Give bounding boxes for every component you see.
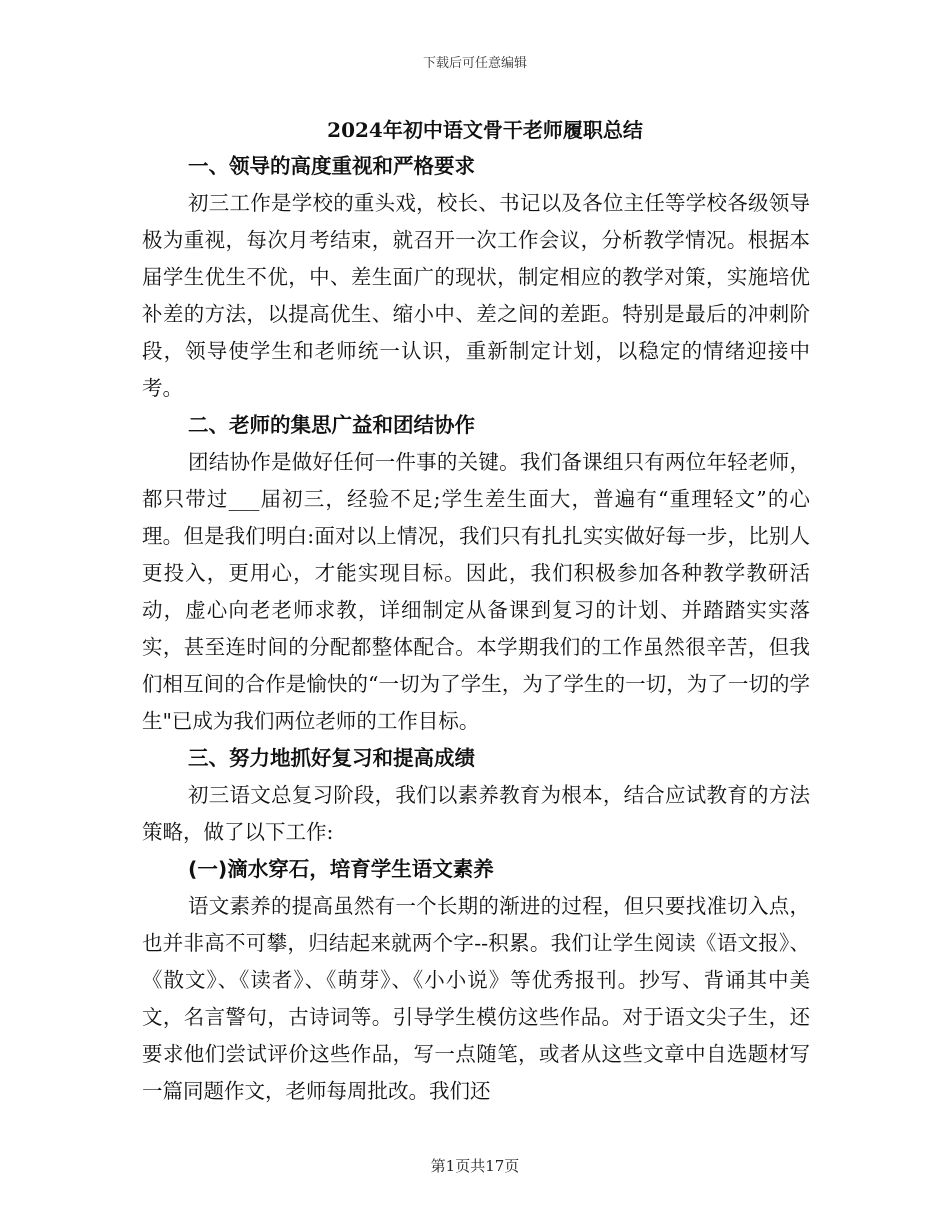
section-heading-2: 二、老师的集思广益和团结协作 — [188, 413, 475, 437]
section-paragraph-2: 团结协作是做好任何一件事的关键。我们备课组只有两位年轻老师，都只带过___届初三，经验不足;学生差生面大，普遍有“重理轻文”的心理。但是我们明白:面对以上情况，我们只有扎扎实实做好每一步，比别人更投入，更用心，才能实现目标。因此，我们积极参加各种教学教研活动，虚心向老老师求教，详细制定从备课到复习的计划、并踏踏实实落实，甚至连时间的分配都整体配合。本学期我们的工作虽然很辛苦，但我们相互间的合作是愉快的“一切为了学生，为了学生的一切，为了一切的学生"已成为我们两位老师的工作目标。 — [142, 450, 810, 733]
page-footer: 第1页共17页 — [430, 1157, 520, 1175]
subsection-paragraph-1: 语文素养的提高虽然有一个长期的渐进的过程，但只要找准切入点，也并非高不可攀，归结起来就两个字--积累。我们让学生阅读《语文报》、《散文》、《读者》、《萌芽》、《小小说》等优秀报刊。抄写、背诵其中美文，名言警句，古诗词等。引导学生模仿这些作品。对于语文尖子生，还要求他们尝试评价这些作品，写一点随笔，或者从这些文章中自选题材写一篇同题作文，老师每周批改。我们还 — [142, 894, 810, 1103]
document-title: 2024年初中语文骨干老师履职总结 — [327, 118, 643, 142]
section-paragraph-1: 初三工作是学校的重头戏，校长、书记以及各位主任等学校各级领导极为重视，每次月考结束，就召开一次工作会议，分析教学情况。根据本届学生优生不优，中、差生面广的现状，制定相应的教学对策，实施培优补差的方法，以提高优生、缩小中、差之间的差距。特别是最后的冲刺阶段，领导使学生和老师统一认识，重新制定计划，以稳定的情绪迎接中考。 — [142, 191, 810, 400]
section-paragraph-3: 初三语文总复习阶段，我们以素养教育为根本，结合应试教育的方法策略，做了以下工作: — [142, 783, 810, 844]
header-note: 下载后可任意编辑 — [422, 56, 527, 71]
document-body — [142, 112, 810, 1110]
subsection-heading-1: (一)滴水穿石，培育学生语文素养 — [188, 857, 494, 881]
section-heading-1: 一、领导的高度重视和严格要求 — [188, 154, 475, 178]
section-heading-3: 三、努力地抓好复习和提高成绩 — [188, 746, 475, 770]
